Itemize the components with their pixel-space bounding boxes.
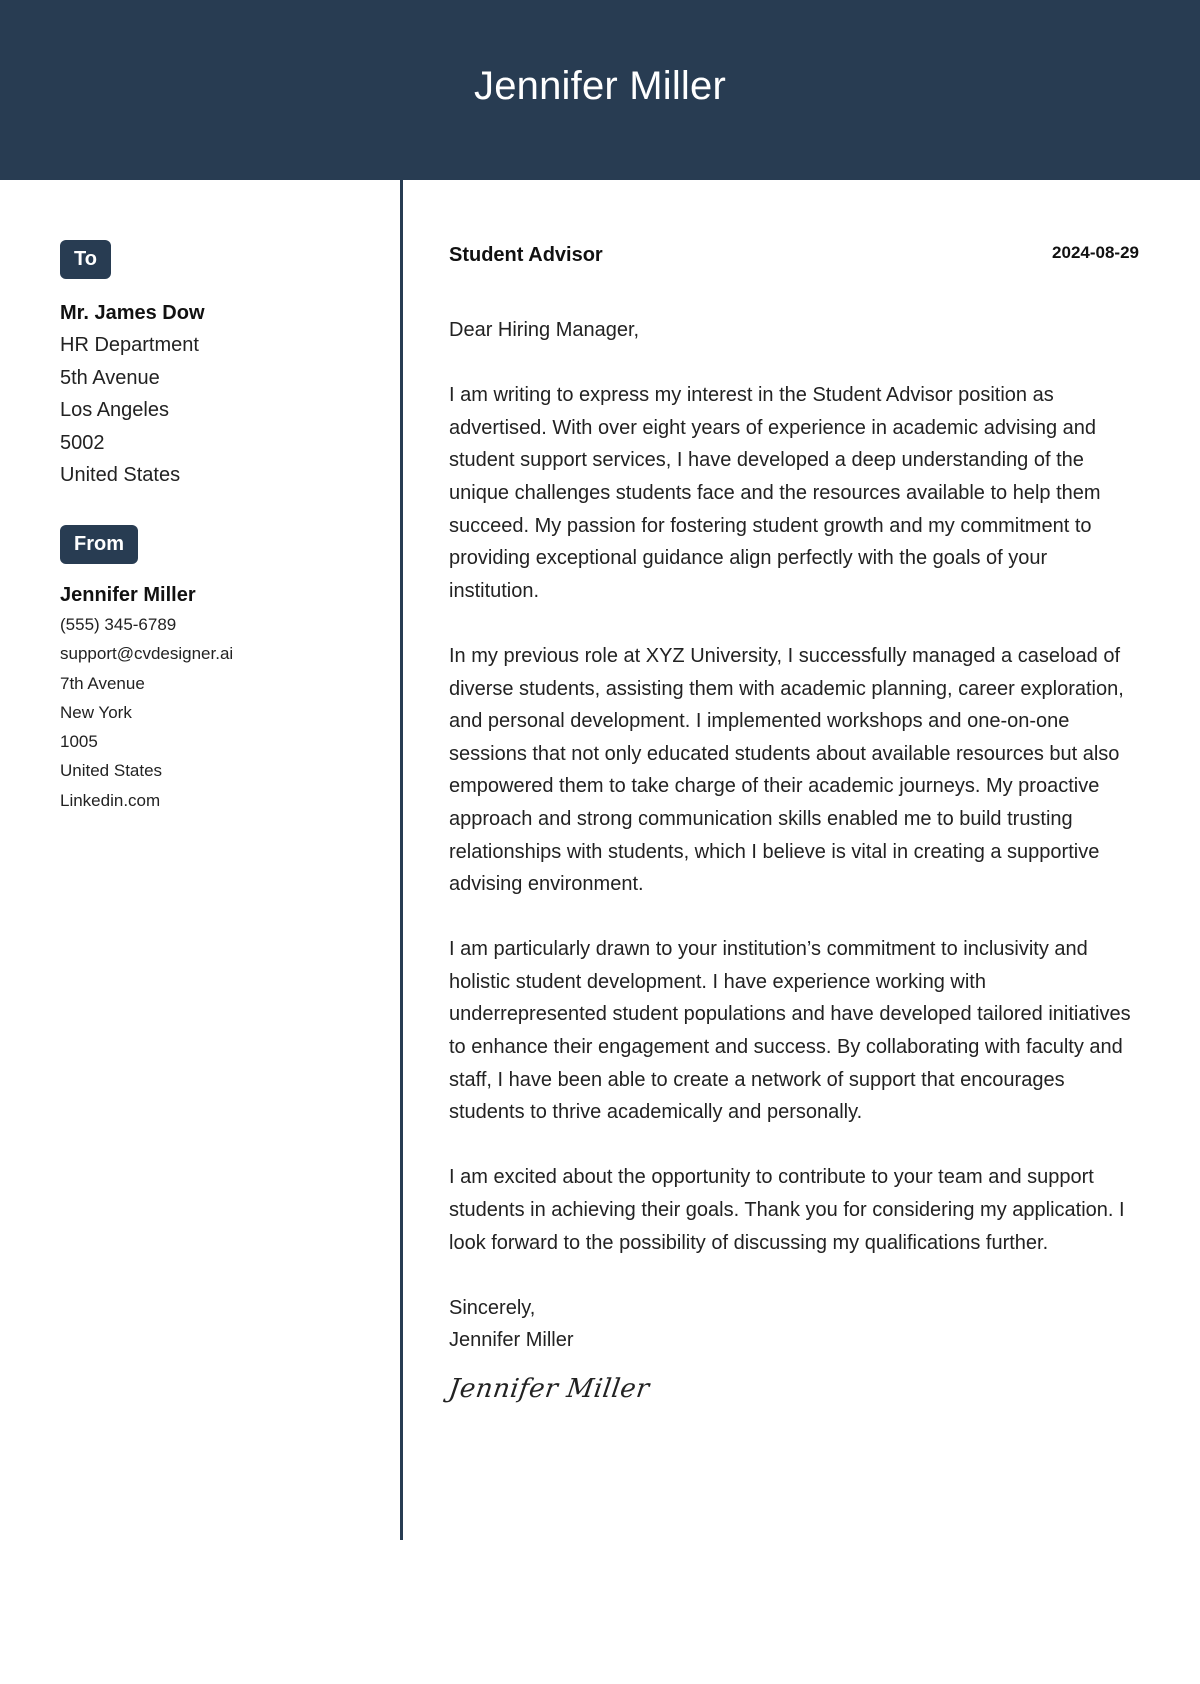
recipient-line: 5th Avenue: [60, 366, 160, 389]
sender-postcode: 1005: [60, 732, 98, 752]
to-tag: To: [60, 240, 111, 279]
letter-paragraph: I am particularly drawn to your institution’s commitment to inclusivity and holistic student development. I have experience working with underrepresented student populations and have developed tailored initiatives to enhance their engagement and success. By collaborating with faculty and staff, I have been able to create a network of support that encourages students to thrive academically and personally.: [449, 938, 1131, 1124]
letter-content: [446, 314, 1139, 1408]
greeting: Dear Hiring Manager,: [449, 319, 640, 341]
letter-paragraph: I am excited about the opportunity to contribute to your team and support students in achieving their goals. Thank you for considering my application. I look forward to the possibility of discussing my qualifications further.: [449, 1166, 1125, 1254]
letter-date: 2024-08-29: [1052, 243, 1139, 262]
letter-paragraph: I am writing to express my interest in the Student Advisor position as advertised. With over eight years of experience in academic advising and student support services, I have developed a deep understanding of the unique challenges students face and the resources available to help them succeed. My passion for fostering student growth and my commitment to providing exceptional guidance align perfectly with the goals of your institution.: [449, 384, 1101, 602]
page-header: [0, 0, 1200, 180]
from-tag: From: [60, 525, 138, 564]
author-name: Jennifer Miller: [474, 63, 726, 108]
closing-name: Jennifer Miller: [449, 1329, 574, 1352]
sender-block: [60, 580, 380, 815]
sender-linkedin[interactable]: Linkedin.com: [60, 790, 161, 810]
recipient-line: Los Angeles: [60, 399, 169, 422]
recipient-line: HR Department: [60, 334, 199, 356]
sidebar: [60, 240, 380, 815]
letter-heading: [449, 240, 1139, 274]
sender-phone: (555) 345-6789: [60, 614, 177, 634]
recipient-line: United States: [60, 464, 181, 487]
sender-email[interactable]: support@cvdesigner.ai: [60, 644, 234, 664]
sender-city: New York: [60, 702, 132, 722]
sender-name: Jennifer Miller: [60, 583, 196, 606]
column-divider: [400, 180, 403, 1540]
recipient-block: [60, 297, 380, 492]
signature: Jennifer Miller: [446, 1374, 652, 1404]
letter-paragraph: In my previous role at XYZ University, I successfully managed a caseload of diverse students, assisting them with academic planning, career exploration, and personal development. I implemented workshops and one-on-one sessions that not only educated students about available resources but also empowered them to take charge of their academic journeys. My proactive approach and strong communication skills enabled me to build trusting relationships with students, which I believe is vital in creating a supportive advising environment.: [449, 644, 1124, 896]
closing: Sincerely,: [449, 1296, 536, 1319]
recipient-name: Mr. James Dow: [60, 302, 205, 324]
sender-street: 7th Avenue: [60, 673, 145, 693]
job-title: Student Advisor: [449, 244, 603, 266]
recipient-line: 5002: [60, 431, 105, 454]
letter-body: [446, 240, 1139, 1408]
sender-country: United States: [60, 761, 163, 781]
